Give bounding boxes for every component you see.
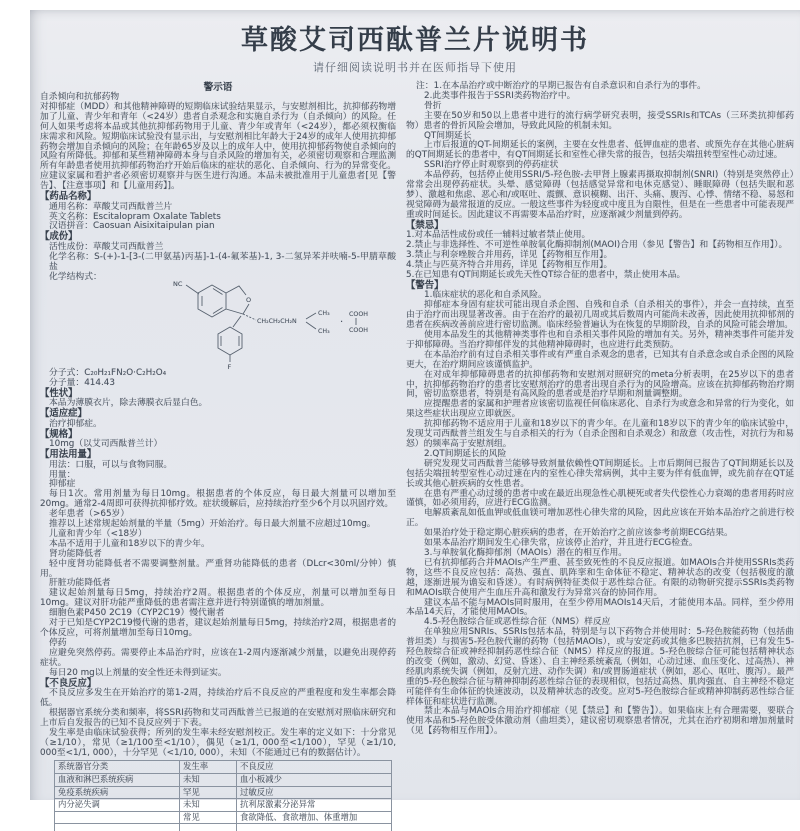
dosage-text: 轻中度肾功能降低者不需要调整剂量。严重肾功能降低的患者（DLcr<30ml/分钟）慎用。 [40,558,396,579]
table-row [55,811,392,824]
indications-body: 治疗抑郁症。 [49,418,102,429]
dosage-amount-label: 用量： [49,469,76,480]
section-composition-heading: 【成份】 [40,231,78,243]
dosage-sub: 老年患者（>65岁） [49,509,130,520]
chemical-structure-drawing [168,269,386,369]
table-cell: 未知 [180,774,237,787]
section-warnings-heading: 【警告】 [406,279,444,291]
dosage-sub: 停药 [49,637,67,648]
section-adverse-heading: 【不良反应】 [40,677,97,689]
warnings-subheading: 3.与单胺氧化酶抑郁剂（MAOIs）潜在的相互作用。 [424,547,628,558]
dosage-sub: 儿童和青少年（<18岁） [49,528,147,539]
svg-text:CH₂CH₂CH₂N: CH₂CH₂CH₂N [257,317,297,325]
dosage-text: 本品不适用于儿童和18岁以下的青少年。 [49,538,210,549]
table-cell: 过敏反应 [237,786,392,799]
adverse-paragraph: 不良反应多发生在开始治疗的第1-2周，持续治疗后不良反应的严重程度和发生率都会降低。 [40,688,396,709]
dosage-text: 应避免突然停药。需要停止本品治疗时，应该在1-2周内逐渐减少剂量，以避免出现停药症状。 [40,647,396,668]
generic-name: 通用名称：草酸艾司西酞普兰片 [49,201,173,212]
table-cell: 内分泌失调 [55,799,180,812]
boxed-warning-body: 对抑郁症（MDD）和其他精神障碍的短期临床试验结果显示，与安慰剂相比，抗抑郁药物增加了儿童、青少年和青年（<24岁）患者自杀观念和实施自杀行为（自杀倾向）的风险。任何人如果考虑将本品或其他抗抑郁药物用于儿童、青少年或青年（<24岁），都必须权衡临床需求和风险。短期临床试验没有显示出，与安慰剂相比年龄大于24岁的成年人使用抗抑郁药物会增加自杀倾向的风险；在年龄65岁及以上的成年人中，使用抗抑郁药物使自杀倾向的风险有所降低。抑郁和某些精神障碍本身与自杀风险的增加有关，必须密切观察和合理监测所有年龄患者使用抗抑郁药物治疗开始后临床的症状的恶化、自杀倾向、行为的异常变化。应建议家属和看护者必须密切观察并与医生进行沟通。本品未被批准用于儿童患者[见【警告】、【注意事项】和【儿童用药】]。 [40,101,396,192]
boxed-warning-title: 警示语 [203,82,233,93]
active-ingredient: 活性成份：草酸艾司西酞普兰 [49,241,164,252]
dosage-sub: 肾功能降低者 [49,548,102,559]
svg-text:CH₃: CH₃ [318,327,330,335]
section-drug-name-heading: 【药品名称】 [40,191,97,203]
table-note: 2.此类事件报告于SSRI类药物治疗中。 [424,90,576,101]
structure-label: 化学结构式： [49,271,102,282]
table-cell [180,824,237,831]
leaflet-paper [30,10,800,822]
table-cell [55,824,180,831]
table-cell: 罕见 [180,786,237,799]
warnings-subheading: 1.临床症状的恶化和自杀风险。 [424,290,547,301]
chemical-name: 化学名称：S-(+)-1-[3-(二甲氨基)丙基]-1-(4-氟苯基)-1, 3-二氢异苯并呋喃-5-甲腈草酸盐 [49,251,396,272]
column-header: 系统器官分类 [55,761,180,774]
warnings-subheading: 2.QT间期延长的风险 [424,448,507,459]
dosage-text: 每日1次。常用剂量为每日10mg。根据患者的个体反应，每日最大剂量可以增加至20mg。通常2-4周即可获得抗抑郁疗效。症状缓解后，应持续治疗至少6个月以巩固疗效。 [40,489,396,510]
contraindication-item: 2.禁止与非选择性、不可逆性单胺氧化酶抑制剂(MAOI)合用（参见【警告】和【药物相互作用】）。 [406,240,788,251]
section-properties-heading: 【性状】 [40,387,78,399]
svg-text:F: F [227,362,232,371]
table-row-cutoff [55,824,392,831]
dosage-method: 用法：口服，可以与食物同服。 [49,459,173,470]
svg-text:O: O [246,295,252,304]
table-cell: 抗利尿激素分泌异常 [237,799,392,812]
dosage-safety-note: 每日20 mg以上剂量的安全性还未得到证实。 [49,667,227,678]
svg-text:NC: NC [173,279,183,288]
section-contraindications-heading: 【禁忌】 [406,219,444,231]
qt-subheading: QT间期延长 [424,130,472,141]
adverse-paragraph: 发生率是由临床试验获得；所列的发生率未经安慰剂校正。发生率的定义如下：十分常见（≥1/10），常见（≥1/100至<1/10），偶见（≥1/1, 000至<1/100），罕见（≥1/10, 000至<1/1, 000），十分罕见（<1/10, 000），未知（不能通过已有的数据估计）。 [40,727,396,758]
table-header-row [55,761,392,774]
table-cell [55,811,180,824]
table-row [55,786,392,799]
table-cell: 未知 [180,799,237,812]
warnings-paragraph: 如果治疗处于稳定期心脏疾病的患者，在开始治疗之前应该参考前期ECG结果。 [424,528,733,539]
dosage-text: 对于已知是CYP2C19慢代谢的患者，建议起始剂量每日5mg，持续治疗2周，根据患者的个体反应，可将剂量增加至每日10mg。 [40,618,396,638]
dosage-sub: 细胞色素P450 2C19（CYP2C19）慢代谢者 [49,608,225,619]
warnings-paragraph: 在单独应用SNRIs、SSRIs包括本品，特别是与以下药物合并使用时：5-羟色胺能药物（包括曲普坦类）与损害5-羟色胺代谢的药物（包括MAOIs），或与安定药或其他多巴胺拮抗剂，已有发生5-羟色胺综合征或神经抑制药恶性综合征（NMS）样反应的报道。5-羟色胺综合征可能包括精神状态的改变（例如，激动、幻觉、昏迷）、自主神经系统紊乱（例如，心动过速、血压变化、过高热）、神经肌肉系统失调（例如，反射亢进、动作失调）和/或胃肠道症状（例如，恶心、呕吐、腹泻）。最严重的5-羟色胺综合征与精神抑制药恶性综合征的表现相似，包括过高热、肌肉强直、自主神经不稳定可能伴有生命体征的快速波动，以及精神状态的改变。应对5-羟色胺综合征或精神抑制药恶性综合征样体征和症状进行监测。 [406,627,794,707]
table-row [55,774,392,787]
qt-paragraph: 上市后报道的QT-间期延长的案例，主要在女性患者、低钾血症的患者、或预先存在其他心脏病的QT间期延长的患者中，有QT间期延长和室性心律失常的报告，包括尖端扭转型室性心动过速。 [406,140,794,161]
dosage-text: 建议起始剂量每日5mg，持续治疗2周。根据患者的个体反应，剂量可以增加至每日10mg。建议对肝功能严重降低的患者需注意并进行特别谨慎的增加剂量。 [40,588,396,609]
warnings-paragraph: 在患有严重心动过缓的患者中或在最近出现急性心肌梗死或者失代偿性心力衰竭的患者用药时应谨慎，如必须用药，应进行ECG监测。 [406,488,794,509]
section-indications-heading: 【适应症】 [40,408,87,419]
warnings-paragraph: 研究发现艾司西酞普兰能够导致剂量依赖性QT间期延长。上市后期间已报告了QT间期延长以及包括尖端扭转型室性心动过速在内的室性心律失常病例，其中主要为伴有低血钾，或先前存在QT延长或其他心脏疾病的女性患者。 [406,458,794,489]
section-dosage-heading: 【用法用量】 [40,449,97,460]
table-cell: 血小板减少 [237,774,392,787]
warnings-paragraph: 禁止本品与MAOIs合用治疗抑郁症（见【禁忌】和【警告】）。如果临床上有合理需要，要联合使用本品和5-羟色胺受体激动剂（曲坦类），建议密切观察患者情况，尤其在治疗初期和增加剂量时（见【药物相互作用】）。 [406,706,794,737]
warnings-paragraph: 使用本品发生的其他精神类事件也和自杀相关事件风险的增加有关。另外，精神类事件可能并发于抑郁障碍。当治疗抑郁伴发的其他精神障碍时，也应进行此类预防。 [406,330,794,350]
dosage-text: 推荐以上述常规起始剂量的半量（5mg）开始治疗。每日最大剂量不应超过10mg。 [49,519,376,530]
contraindication-item: 1.对本品活性成份或任一辅料过敏者禁止使用。 [406,230,591,241]
fracture-paragraph: 主要在50岁和50以上患者中进行的流行病学研究表明，接受SSRIs和TCAs（三环类抗抑郁药物）患者的骨折风险会增加，导致此风险的机制未知。 [406,110,794,131]
table-row [55,799,392,812]
svg-text:CH₃: CH₃ [318,309,330,317]
table-cell [237,824,392,831]
strength-body: 10mg（以艾司西酞普兰计） [49,439,163,450]
dosage-sub: 抑郁症 [49,479,76,490]
leaflet-columns [30,82,800,831]
table-note: 注：1.在本品治疗或中断治疗的早期已报告有自杀意识和自杀行为的事件。 [416,81,706,91]
warnings-paragraph: 在对成年抑郁障碍患者的抗抑郁药物和安慰剂对照研究的meta分析表明，在25岁以下的患者中，抗抑郁药物治疗的患者比安慰剂治疗的患者出现自杀行为的风险增高。应该在抗抑郁药物治疗期间，密切监察患者，特别是有高风险的患者或是治疗早期和剂量调整期。 [406,369,794,400]
svg-text:COOH: COOH [349,326,369,334]
warnings-paragraph: 电解质紊乱如低血钾或低血镁可增加恶性心律失常的风险，因此应该在开始本品治疗之前进行校正。 [406,508,794,529]
boxed-warning-subtitle: 自杀倾向和抗郁药物 [40,92,120,102]
warnings-paragraph: 如果本品治疗期间发生心律失常，应该停止治疗，并且进行ECG检查。 [424,538,698,549]
warnings-paragraph: 抑郁症本身固有症状可能出现自杀企图、自残和自杀（自杀相关的事件），并会一直持续，直至由于治疗而出现显著改善。由于在治疗的最初几周或其后数周内可能尚未改善，因此使用抗抑郁剂的患者在疾病改善前应进行密切监测。临床经验普遍认为在恢复的早期阶段，自杀的风险可能会增加。 [406,300,794,331]
table-cell: 血液和淋巴系统疾病 [55,774,180,787]
molecular-weight: 分子量：414.43 [49,377,115,388]
adverse-paragraph: 根据器官系统分类和频率，将SSRI药物和艾司西酞普兰已报道的在安慰剂对照临床研究和上市后自发报告的已知不良反应列于下表。 [40,707,396,728]
warnings-paragraph: 应提醒患者的家属和护理者应该密切监视任何临床恶化、自杀行为或意念和异常的行为变化，如果这些症状出现应立即就医。 [406,399,794,420]
table-cell: 免疫系统疾病 [55,786,180,799]
withdrawal-subheading: SSRI治疗停止时观察到的停药症状 [424,160,559,171]
contraindication-item: 5.在已知患有QT间期延长或先天性QT综合征的患者中，禁止使用本品。 [406,269,686,280]
warnings-subheading: 4.5-羟色胺综合征或恶性综合征（NMS）样反应 [424,617,611,628]
table-cell: 常见 [180,811,237,824]
pinyin-name: 汉语拼音：Caosuan Aisixitaipulan pian [49,221,215,232]
warnings-paragraph: 抗抑郁药物不适应用于儿童和18岁以下的青少年。在儿童和18岁以下的青少年的临床试验中，发现艾司西酞普兰组发生与自杀相关的行为（自杀企图和自杀观念）和敌意（攻击性，对抗行为和易怒）的频率高于安慰剂组。 [406,419,794,449]
svg-text:COOH: COOH [349,310,369,318]
withdrawal-paragraph: 本品停药，包括停止使用SSRI/5-羟色胺-去甲肾上腺素再摄取抑制剂(SNRI)（特别是突然停止）常常会出现停药症状。头晕、感觉障碍（包括感觉异常和电休克感觉）、睡眠障碍（包括失眠和恶梦）、激越和焦虑、恶心和/或呕吐、震颤、意识模糊、出汗、头痛、腹泻、心悸、情绪不稳、易怒和视觉障碍为最常报道的反应。一般这些事件为轻度或中度且为自限性，但是在一些患者中可能表现严重或时间延长。因此建议不再需要本品治疗时，应逐渐减少剂量到停药。 [406,170,794,220]
properties-body: 本品为薄膜衣片，除去薄膜衣后显白色。 [49,398,208,409]
warnings-paragraph: 已有抗抑郁药合并MAOIs产生严重、甚至致死性的不良反应报道。如MAOIs合并使用SSRIs类药物，这些不良反应包括：高热、强直、肌阵挛和生命体征不稳定、精神状态的改变（包括极度的激越，逐渐进展为谵妄和昏迷）。有时病例特征类似于恶性综合征。有限的动物研究提示SSRIs类药物和MAOIs联合使用产生血压升高和激发行为异常兴奋的协同作用。 [406,557,794,598]
warnings-paragraph: 建议本品不能与MAOIs同时服用，在至少停用MAOIs14天后，才能使用本品。同样，至少停用本品14天后，才能使用MAOIs。 [406,597,794,618]
warnings-paragraph: 在本品治疗前有过自杀相关事件或有严重自杀观念的患者，已知其有自杀意念或自杀企图的风险更大，在治疗期间应该谨慎监护。 [406,349,794,370]
left-column [40,82,396,831]
right-column [406,82,794,831]
table-cell: 食欲降低、食欲增加、体重增加 [237,811,392,824]
column-header: 发生率 [180,761,237,774]
contraindication-item: 4.禁止与匹莫齐特合并用药，详见【药物相互作用】。 [406,260,613,270]
svg-text:·: · [340,316,344,328]
chemical-structure-block [40,273,396,369]
column-header: 不良反应 [237,761,392,774]
english-name: 英文名称：Escitalopram Oxalate Tablets [49,211,221,222]
adverse-reactions-table [54,760,392,831]
page-title: 草酸艾司西酞普兰片说明书 [241,25,589,56]
fracture-subheading: 骨折 [424,100,442,111]
section-strength-heading: 【规格】 [40,428,78,440]
molecular-formula: 分子式：C₂₀H₂₁FN₂O·C₂H₂O₄ [49,367,167,378]
page-subtitle: 请仔细阅读说明书并在医师指导下使用 [313,61,517,74]
dosage-sub: 肝脏功能降低者 [49,578,111,589]
contraindication-item: 3.禁止与利奈唑胺合并用药，详见【药物相互作用】。 [406,250,613,261]
